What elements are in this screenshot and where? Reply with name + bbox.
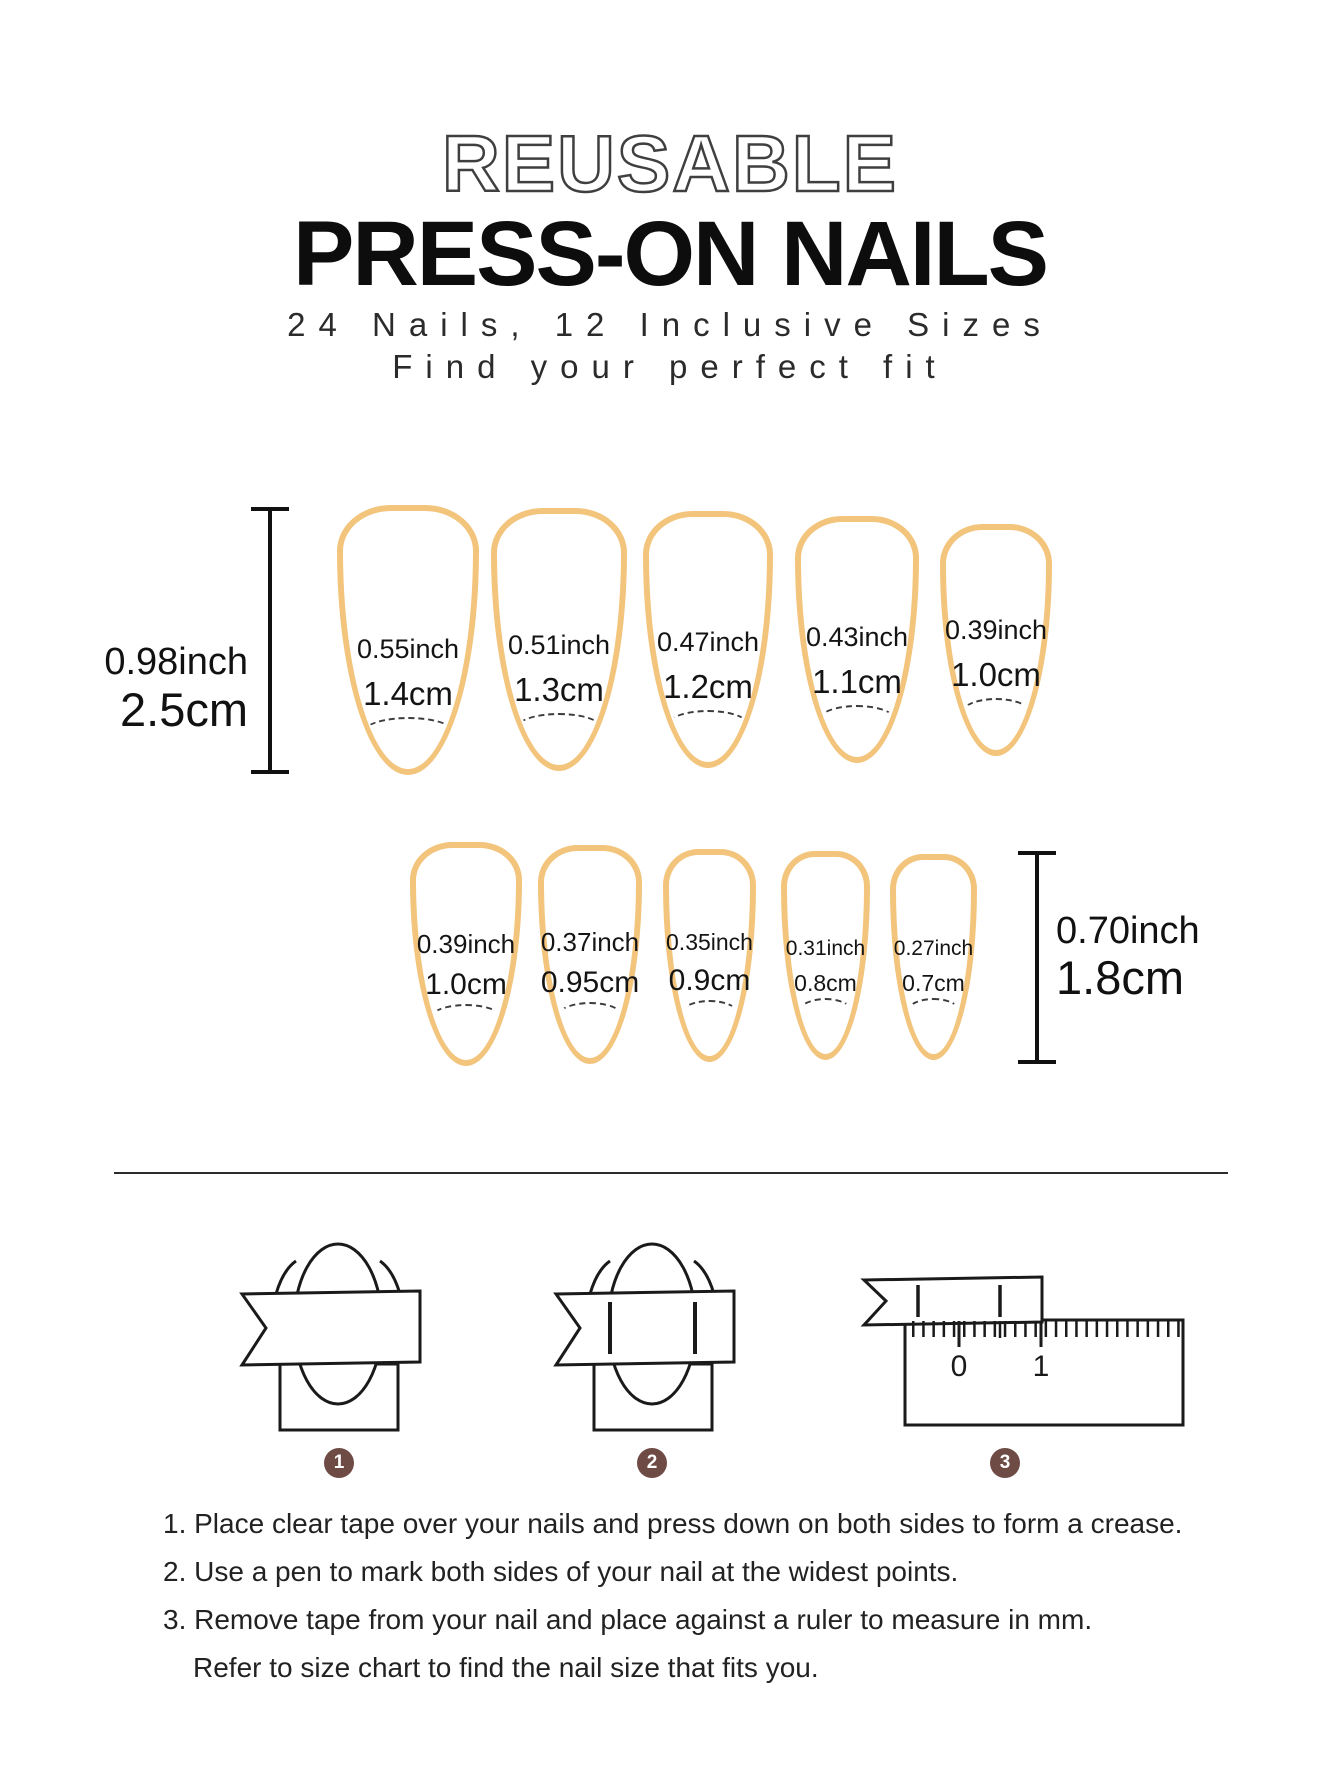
nail-curve-dashes: [431, 1004, 501, 1030]
nail-width-inch: 0.35inch: [666, 929, 753, 956]
nail-width-inch: 0.39inch: [944, 615, 1048, 646]
nail-width-cm: 1.0cm: [951, 656, 1041, 694]
nail-outline: [663, 849, 756, 1062]
subtitle-line-1: 24 Nails, 12 Inclusive Sizes: [287, 306, 1053, 343]
nail-width-inch: 0.27inch: [893, 937, 974, 961]
row2-length-cm: 1.8cm: [1056, 951, 1184, 1004]
instruction-line-2: 2. Use a pen to mark both sides of your nail at the widest points.: [163, 1556, 959, 1587]
nail-width-inch: 0.47inch: [656, 627, 760, 658]
row1-length-inch: 0.98inch: [104, 641, 248, 683]
measure-cap-bottom-left: [251, 770, 289, 774]
nail-width-inch: 0.37inch: [540, 926, 640, 957]
nail-curve-dashes: [961, 698, 1031, 728]
nail-width-cm: 1.3cm: [514, 671, 604, 709]
step-badge-1: 1: [324, 1448, 354, 1478]
nail-curve-dashes: [363, 717, 454, 747]
nail-outline: [538, 845, 642, 1064]
nail-curve-dashes: [818, 705, 896, 735]
nail-width-cm: 1.2cm: [663, 668, 753, 706]
measure-line-right: [1035, 853, 1039, 1062]
nail-outline: [781, 851, 870, 1060]
step-badge-2: 2: [637, 1448, 667, 1478]
nail-width-inch: 0.51inch: [507, 630, 611, 661]
finger-tape-marks-icon: [552, 1238, 752, 1438]
nail-width-cm: 1.0cm: [425, 967, 507, 1001]
ruler-label-zero: 0: [950, 1350, 968, 1383]
row2-length-inch: 0.70inch: [1056, 910, 1200, 952]
nail-curve-dashes: [681, 1000, 738, 1026]
instruction-line-4: Refer to size chart to find the nail size that fits you.: [193, 1652, 819, 1683]
nail-width-cm: 0.7cm: [902, 969, 965, 996]
nail-outline: [643, 511, 773, 768]
finger-tape-icon: [238, 1238, 438, 1438]
nail-outline: [491, 508, 627, 771]
finger-tape-diagram-step2: [552, 1238, 752, 1438]
measure-line-left: [268, 509, 272, 772]
nail-curve-dashes: [558, 1002, 622, 1028]
nail-width-cm: 0.9cm: [668, 963, 751, 997]
tape-ruler-diagram-step3: [860, 1272, 1190, 1427]
nail-width-inch: 0.31inch: [785, 937, 866, 961]
nail-width-cm: 1.1cm: [812, 663, 902, 701]
measure-cap-bottom-right: [1018, 1060, 1056, 1064]
nail-outline: [795, 516, 919, 763]
step-badge-3: 3: [990, 1448, 1020, 1478]
nail-width-inch: 0.43inch: [805, 622, 909, 653]
finger-tape-diagram-step1: [238, 1238, 438, 1438]
title-outline: REUSABLE: [441, 119, 899, 208]
nail-curve-dashes: [516, 713, 603, 743]
nail-curve-dashes: [907, 998, 960, 1024]
instruction-line-1: 1. Place clear tape over your nails and press down on both sides to form a crease.: [163, 1508, 1183, 1539]
nail-curve-dashes: [799, 998, 853, 1024]
row1-length-cm: 2.5cm: [120, 683, 248, 736]
nail-outline: [337, 505, 479, 775]
subtitle-line-2: Find your perfect fit: [392, 348, 948, 385]
section-divider: [114, 1172, 1228, 1174]
ruler-label-one: 1: [1032, 1350, 1050, 1383]
nail-width-inch: 0.55inch: [356, 634, 460, 665]
nail-outline: [890, 854, 977, 1060]
ruler-icon: [860, 1272, 1190, 1427]
nail-width-cm: 0.95cm: [540, 965, 640, 999]
nail-outline: [410, 842, 522, 1066]
nail-width-cm: 0.8cm: [794, 969, 857, 996]
instruction-line-3: 3. Remove tape from your nail and place against a ruler to measure in mm.: [163, 1604, 1093, 1635]
page-title: PRESS-ON NAILS: [292, 203, 1048, 305]
nail-outline: [940, 524, 1052, 756]
nail-width-cm: 1.4cm: [363, 675, 453, 713]
nail-width-inch: 0.39inch: [416, 928, 516, 959]
nail-curve-dashes: [667, 710, 750, 740]
